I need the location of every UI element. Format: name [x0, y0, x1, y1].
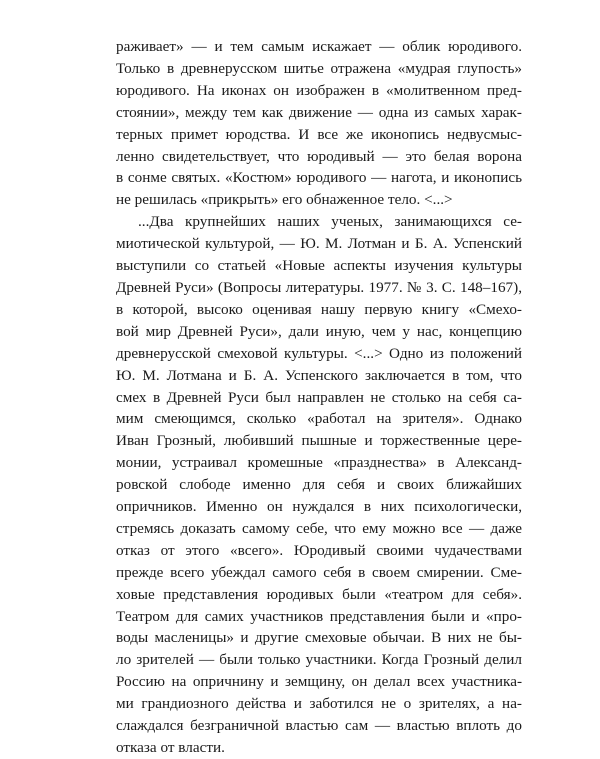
text-line: стоянии», между тем как движение — одна из самых харак-	[116, 103, 522, 121]
text-line: Ю. М. Лотмана и Б. А. Успенского заключается в том, что	[116, 366, 522, 384]
text-line: Только в древнерусском шитье отражена «мудрая глупость»	[116, 59, 522, 77]
paragraph-1	[116, 36, 522, 211]
text-line: Театром для самих участников представления были и «про-	[116, 607, 522, 625]
text-line: Древней Руси» (Вопросы литературы. 1977. № 3. С. 148–167),	[116, 278, 522, 296]
text-line: Россию на опричнину и земщину, он делал всех участника-	[116, 673, 522, 691]
text-line: в которой, высоко оценивая нашу первую книгу «Смехо-	[116, 300, 522, 318]
text-line: терных примет юродства. И все же иконопись недвусмыс-	[116, 125, 522, 143]
text-line: вой мир Древней Руси», дали иную, чем у нас, концепцию	[116, 322, 522, 340]
text-line: слаждался безграничной властью сам — властью вплоть до	[116, 717, 522, 735]
text-line: смех в Древней Руси был направлен не столько на себя са-	[116, 388, 522, 406]
text-line: ...Два крупнейших наших ученых, занимающихся се-	[138, 213, 522, 231]
text-line: ло зрителей — были только участники. Когда Грозный делил	[116, 651, 522, 669]
text-line: выступили со статьей «Новые аспекты изучения культуры	[116, 257, 522, 275]
text-line: ховые представления юродивых были «театром для себя».	[116, 585, 522, 603]
text-line: мим смеющимся, сколько «работал на зрителя». Однако	[116, 410, 522, 428]
page-text	[116, 36, 522, 759]
text-line: опричников. Именно он нуждался в них психологически,	[116, 498, 522, 516]
text-line: прежде всего убеждал самого себя в своем смирении. Сме-	[116, 563, 522, 581]
paragraph-2	[116, 211, 522, 759]
text-line: миотической культурой, — Ю. М. Лотман и Б. А. Успенский	[116, 235, 522, 253]
text-line: монии, устраивал кромешные «празднества» в Александ-	[116, 454, 522, 472]
text-line: стремясь доказать самому себе, что ему можно все — даже	[116, 519, 522, 537]
text-line: отказ от этого «всего». Юродивый своими чудачествами	[116, 541, 522, 559]
text-line: ми грандиозного действа и заботился не о зрителях, а на-	[116, 695, 522, 713]
text-line: ровской слободе именно для себя и своих ближайших	[116, 476, 522, 494]
text-line: не решилась «прикрыть» его обнаженное тело. <...>	[116, 191, 453, 209]
text-line: воды масленицы» и другие смеховые обычаи. В них не бы-	[116, 629, 522, 647]
text-line: отказа от власти.	[116, 739, 225, 756]
text-line: Иван Грозный, любивший пышные и торжественные цере-	[116, 432, 522, 450]
text-line: ленно свидетельствует, что юродивый — это белая ворона	[116, 147, 522, 165]
text-line: древнерусской смеховой культуры. <...> Одно из положений	[116, 344, 522, 362]
text-line: юродивого. На иконах он изображен в «молитвенном пред-	[116, 81, 522, 99]
text-line: в сонме святых. «Костюм» юродивого — нагота, и иконопись	[116, 169, 522, 187]
text-line: раживает» — и тем самым искажает — облик юродивого.	[116, 38, 522, 55]
